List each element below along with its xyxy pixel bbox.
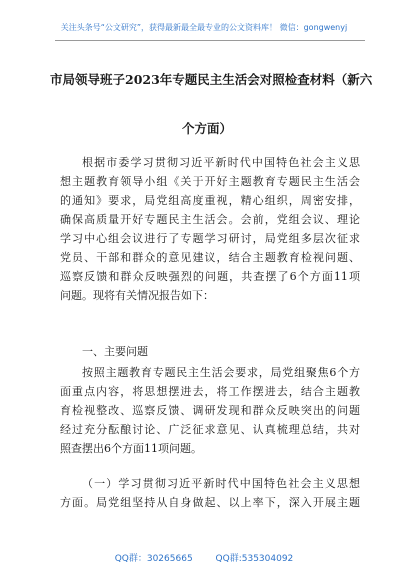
subsection-paragraph [60,474,360,512]
paragraph-line: 学习中心组会议进行了专题学习研讨，局党组多层次征求 [60,232,360,245]
footer-contact [0,551,408,564]
section-heading-main-issues: 一、主要问题 [82,345,148,358]
paragraph-line: 确保高质量开好专题民主生活会。会前，党组会议、理论 [60,213,360,226]
qq-group-2: QQ群:535304092 [215,554,294,564]
paragraph-line: 面重点内容，将思想摆进去，将工作摆进去，结合主题教 [60,385,360,398]
paragraph-line: （一）学习贯彻习近平新时代中国特色社会主义思想 [82,477,360,490]
paragraph-line: 党员、干部和群众的意见建议，结合主题教育检视问题、 [60,251,360,264]
paragraph-line: 问题。现将有关情况报告如下： [60,289,214,302]
paragraph-line: 想主题教育领导小组《关于开好主题教育专题民主生活会 [60,175,360,188]
intro-paragraph [60,153,360,305]
document-title-line-1: 市局领导班子2023年专题民主生活会对照检查材料（新六 [50,72,373,87]
paragraph-line: 巡察反馈和群众反映强烈的问题，共查摆了6个方面11项 [60,270,360,283]
paragraph-line: 的通知》要求，局党组高度重视，精心组织，周密安排， [60,194,360,207]
qq-group-1: QQ群：30265665 [114,554,193,564]
header-banner: 关注头条号“公文研究”，获得最新最全最专业的公文资料库！ 微信：gongwenyj [60,23,348,32]
paragraph-line: 照查摆出6个方面11项问题。 [60,442,202,455]
issues-paragraph [60,363,360,458]
paragraph-line: 方面。局党组坚持从自身做起、以上率下，深入开展主题 [60,496,360,509]
paragraph-line: 经过充分酝酿讨论、广泛征求意见、认真梳理总结，共对 [60,423,360,436]
paragraph-line: 按照主题教育专题民主生活会要求，局党组聚焦6个方 [82,366,360,379]
paragraph-line: 育检视整改、巡察反馈、调研发现和群众反映突出的问题 [60,404,360,417]
document-title-line-2: 个方面） [181,121,232,136]
header-divider [55,40,365,41]
paragraph-line: 根据市委学习贯彻习近平新时代中国特色社会主义思 [82,156,360,169]
